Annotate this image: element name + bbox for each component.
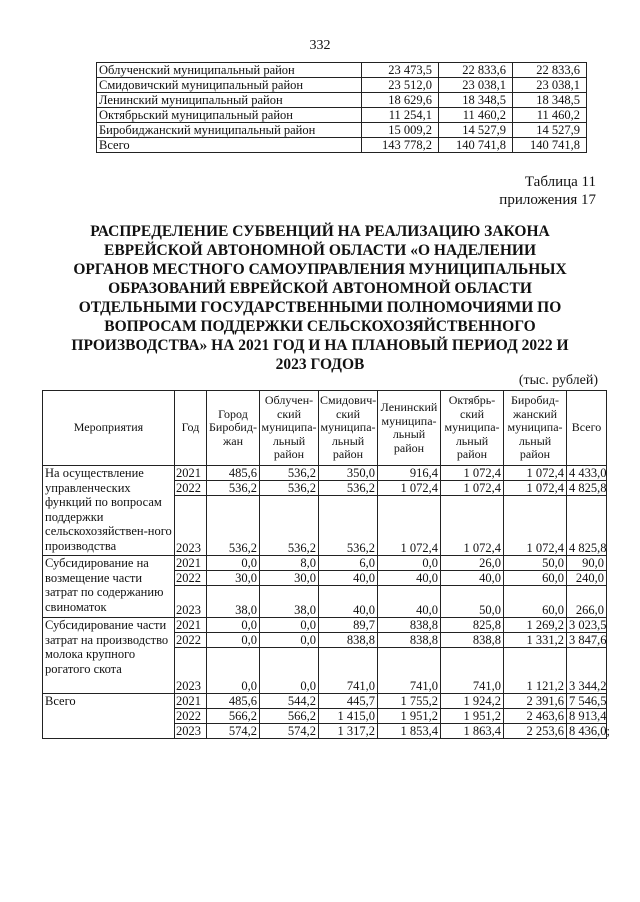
value-cell: 485,6 — [207, 694, 260, 709]
total-cell: 90,0 — [567, 556, 607, 571]
table-number: Таблица 11 — [524, 174, 596, 190]
value-cell: 40,0 — [319, 586, 378, 618]
total-cell: 240,0 — [567, 571, 607, 586]
value-cell: 445,7 — [319, 694, 378, 709]
page-number: 332 — [309, 38, 331, 53]
header-year: Год — [175, 391, 207, 466]
district-name-cell: Облученский муниципальный район — [97, 63, 362, 78]
value-cell: 1 755,2 — [378, 694, 441, 709]
activity-cell: Субсидирование на возмещение части затрат по содержанию свиноматок — [43, 556, 175, 618]
table-row — [97, 138, 587, 153]
value-cell: 0,0 — [207, 633, 260, 648]
value-cell: 2 463,6 — [504, 709, 567, 724]
total-cell: 8 913,4 — [567, 709, 607, 724]
value-cell: 536,2 — [207, 496, 260, 556]
value-cell: 14 527,9 — [439, 123, 513, 138]
year-cell: 2021 — [175, 556, 207, 571]
value-cell: 23 038,1 — [513, 78, 587, 93]
value-cell: 23 473,5 — [362, 63, 439, 78]
value-cell: 6,0 — [319, 556, 378, 571]
value-cell: 0,0 — [207, 648, 260, 694]
year-cell: 2021 — [175, 618, 207, 633]
value-cell: 140 741,8 — [439, 138, 513, 153]
value-cell: 574,2 — [207, 724, 260, 739]
value-cell: 741,0 — [378, 648, 441, 694]
document-title: РАСПРЕДЕЛЕНИЕ СУБВЕНЦИЙ НА РЕАЛИЗАЦИЮ ЗАКОНА ЕВРЕЙСКОЙ АВТОНОМНОЙ ОБЛАСТИ «О НАДЕЛЕНИИ ОРГАНОВ МЕСТНОГО САМОУПРАВЛЕНИЯ МУНИЦИПАЛЬНЫХ ОБРАЗОВАНИЙ ЕВРЕЙСКОЙ АВТОНОМНОЙ ОБЛАСТИ ОТДЕЛЬНЫМИ ГОСУДАРСТВЕННЫМИ ПОЛНОМОЧИЯМИ ПО ВОПРОСАМ ПОДДЕРЖКИ СЕЛЬСКОХОЗЯЙСТВЕННОГО ПРОИЗВОДСТВА» НА 2021 ГОД И НА ПЛАНОВЫЙ ПЕРИОД 2022 И 2023 ГОДОВ — [71, 223, 569, 373]
year-cell: 2022 — [175, 571, 207, 586]
value-cell: 89,7 — [319, 618, 378, 633]
value-cell: 0,0 — [260, 618, 319, 633]
value-cell: 40,0 — [441, 571, 504, 586]
value-cell: 40,0 — [319, 571, 378, 586]
value-cell: 23 512,0 — [362, 78, 439, 93]
value-cell: 18 348,5 — [513, 93, 587, 108]
header-birobidzhansky: Биробид-жанский муниципа-льный район — [504, 391, 567, 466]
value-cell: 18 629,6 — [362, 93, 439, 108]
year-cell: 2023 — [175, 586, 207, 618]
header-smidovichsky: Смидович-ский муниципа-льный район — [319, 391, 378, 466]
total-cell: 8 436,0; — [567, 724, 607, 739]
value-cell: 30,0 — [260, 571, 319, 586]
value-cell: 536,2 — [260, 496, 319, 556]
value-cell: 1 072,4 — [378, 481, 441, 496]
value-cell: 741,0 — [319, 648, 378, 694]
value-cell: 2 253,6 — [504, 724, 567, 739]
district-name-cell: Биробиджанский муниципальный район — [97, 123, 362, 138]
value-cell: 1 072,4 — [504, 466, 567, 481]
value-cell: 741,0 — [441, 648, 504, 694]
table-label — [499, 173, 596, 209]
value-cell: 40,0 — [378, 571, 441, 586]
value-cell: 1 121,2 — [504, 648, 567, 694]
year-cell: 2023 — [175, 648, 207, 694]
value-cell: 0,0 — [378, 556, 441, 571]
value-cell: 0,0 — [260, 648, 319, 694]
value-cell: 22 833,6 — [513, 63, 587, 78]
total-cell: 3 847,6 — [567, 633, 607, 648]
value-cell: 574,2 — [260, 724, 319, 739]
value-cell: 23 038,1 — [439, 78, 513, 93]
total-cell: 4 825,8 — [567, 481, 607, 496]
value-cell: 22 833,6 — [439, 63, 513, 78]
value-cell: 1 863,4 — [441, 724, 504, 739]
total-cell: 7 546,5 — [567, 694, 607, 709]
value-cell: 18 348,5 — [439, 93, 513, 108]
header-birobidzhan-city: Город Биробид-жан — [207, 391, 260, 466]
value-cell: 143 778,2 — [362, 138, 439, 153]
total-cell: 4 825,8 — [567, 496, 607, 556]
value-cell: 1 072,4 — [441, 496, 504, 556]
activity-cell: Всего — [43, 694, 175, 739]
activity-cell: Субсидирование части затрат на производство молока крупного рогатого скота — [43, 618, 175, 694]
value-cell: 14 527,9 — [513, 123, 587, 138]
year-cell: 2021 — [175, 466, 207, 481]
value-cell: 1 072,4 — [504, 481, 567, 496]
table-row — [97, 93, 587, 108]
header-obluchensky: Облучен-ский муниципа-льный район — [260, 391, 319, 466]
value-cell: 536,2 — [260, 466, 319, 481]
district-name-cell: Всего — [97, 138, 362, 153]
value-cell: 838,8 — [378, 633, 441, 648]
value-cell: 350,0 — [319, 466, 378, 481]
value-cell: 916,4 — [378, 466, 441, 481]
table-row — [43, 466, 607, 481]
value-cell: 1 853,4 — [378, 724, 441, 739]
value-cell: 60,0 — [504, 571, 567, 586]
value-cell: 1 924,2 — [441, 694, 504, 709]
district-name-cell: Смидовичский муниципальный район — [97, 78, 362, 93]
table-row — [97, 123, 587, 138]
value-cell: 38,0 — [207, 586, 260, 618]
value-cell: 566,2 — [260, 709, 319, 724]
value-cell: 838,8 — [378, 618, 441, 633]
header-activity: Мероприятия — [43, 391, 175, 466]
units-label: (тыс. рублей) — [518, 373, 598, 388]
value-cell: 1 951,2 — [378, 709, 441, 724]
total-cell: 4 433,0 — [567, 466, 607, 481]
value-cell: 2 391,6 — [504, 694, 567, 709]
value-cell: 60,0 — [504, 586, 567, 618]
header-leninsky: Ленинский муниципа-льный район — [378, 391, 441, 466]
value-cell: 1 072,4 — [441, 481, 504, 496]
year-cell: 2023 — [175, 724, 207, 739]
value-cell: 11 460,2 — [513, 108, 587, 123]
value-cell: 536,2 — [260, 481, 319, 496]
value-cell: 0,0 — [207, 618, 260, 633]
value-cell: 1 072,4 — [504, 496, 567, 556]
value-cell: 536,2 — [319, 496, 378, 556]
activity-cell: На осуществление управленческих функций по вопросам поддержки сельскохозяйствен-ного производства — [43, 466, 175, 556]
value-cell: 1 331,2 — [504, 633, 567, 648]
year-cell: 2022 — [175, 633, 207, 648]
value-cell: 40,0 — [378, 586, 441, 618]
district-name-cell: Октябрьский муниципальный район — [97, 108, 362, 123]
year-cell: 2022 — [175, 481, 207, 496]
total-cell: 3 023,5 — [567, 618, 607, 633]
value-cell: 140 741,8 — [513, 138, 587, 153]
subvention-distribution-table — [42, 390, 610, 739]
value-cell: 838,8 — [441, 633, 504, 648]
value-cell: 38,0 — [260, 586, 319, 618]
total-cell: 266,0 — [567, 586, 607, 618]
value-cell: 11 460,2 — [439, 108, 513, 123]
value-cell: 26,0 — [441, 556, 504, 571]
value-cell: 1 072,4 — [378, 496, 441, 556]
value-cell: 11 254,1 — [362, 108, 439, 123]
table-row — [43, 618, 607, 633]
total-cell: 3 344,2 — [567, 648, 607, 694]
table-row — [97, 63, 587, 78]
appendix-number: приложения 17 — [499, 192, 596, 208]
table-row — [97, 78, 587, 93]
district-name-cell: Ленинский муниципальный район — [97, 93, 362, 108]
header-row — [43, 391, 607, 466]
value-cell: 8,0 — [260, 556, 319, 571]
value-cell: 0,0 — [207, 556, 260, 571]
value-cell: 838,8 — [319, 633, 378, 648]
value-cell: 544,2 — [260, 694, 319, 709]
value-cell: 485,6 — [207, 466, 260, 481]
table-row — [43, 694, 607, 709]
value-cell: 15 009,2 — [362, 123, 439, 138]
value-cell: 30,0 — [207, 571, 260, 586]
header-oktyabrsky: Октябрь-ский муниципа-льный район — [441, 391, 504, 466]
value-cell: 825,8 — [441, 618, 504, 633]
year-cell: 2023 — [175, 496, 207, 556]
district-totals-table — [96, 62, 587, 153]
year-cell: 2021 — [175, 694, 207, 709]
value-cell: 1 317,2 — [319, 724, 378, 739]
header-total: Всего — [567, 391, 607, 466]
value-cell: 1 951,2 — [441, 709, 504, 724]
value-cell: 536,2 — [207, 481, 260, 496]
value-cell: 1 415,0 — [319, 709, 378, 724]
value-cell: 566,2 — [207, 709, 260, 724]
value-cell: 536,2 — [319, 481, 378, 496]
table-row — [97, 108, 587, 123]
year-cell: 2022 — [175, 709, 207, 724]
value-cell: 50,0 — [441, 586, 504, 618]
table-row — [43, 556, 607, 571]
value-cell: 50,0 — [504, 556, 567, 571]
value-cell: 0,0 — [260, 633, 319, 648]
value-cell: 1 072,4 — [441, 466, 504, 481]
value-cell: 1 269,2 — [504, 618, 567, 633]
